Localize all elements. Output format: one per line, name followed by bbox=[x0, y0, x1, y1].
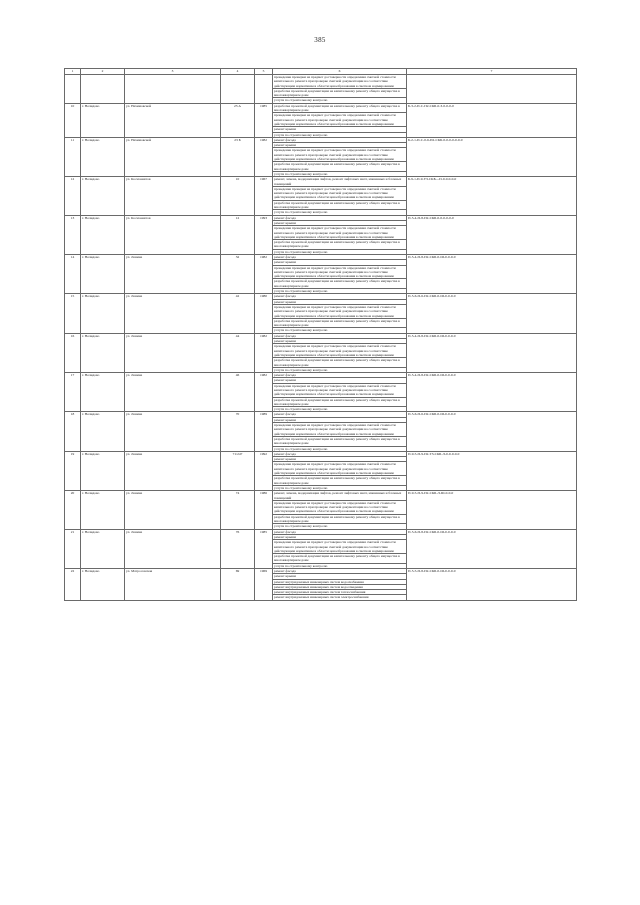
entry-house: 42 bbox=[221, 294, 255, 333]
work-item: услуги по строительному контролю bbox=[273, 171, 407, 176]
work-item: разработка проектной документации на капитальному ремонту общего имущества в многоквартирном доме bbox=[273, 436, 407, 446]
work-item: ремонт крыши bbox=[273, 534, 407, 539]
entry-year: 1982 bbox=[255, 373, 273, 412]
entry-code: Б-9-1-П-9-УЗ-СКБ---П-0-0-0-0-0 bbox=[407, 177, 577, 215]
table-row bbox=[65, 103, 577, 113]
entry-year: 1992 bbox=[255, 451, 273, 490]
work-item: услуги по строительному контролю bbox=[273, 210, 407, 215]
entry-number: 10 bbox=[65, 103, 81, 137]
entry-code: П-9-5-П-9-П2-ТЗ-СКБ-Л-0-0-0-0-0 bbox=[407, 451, 577, 490]
entry-city: г. Нелидово bbox=[81, 451, 125, 490]
entry-street: ул. Ленина bbox=[125, 333, 221, 372]
work-item: разработка проектной документации на капитальному ремонту общего имущества в многоквартирном доме bbox=[273, 554, 407, 564]
entry-code: Б-3-2-П-С-П2-СКБ-0-3-0-0-0-0 bbox=[407, 103, 577, 137]
continuation-row bbox=[65, 75, 577, 89]
entry-code: П-5-6-П-6-П2-СКБ-0-Ш-0-0-0-0 bbox=[407, 294, 577, 333]
work-item: проведение проверки на предмет достоверности определения сметной стоимости капитального ремонта при проверке сметной документации на соответствие действующим нормативам в области ценообразования в сметном нормировании bbox=[273, 113, 407, 127]
work-item: ремонт фасада bbox=[273, 451, 407, 456]
column-number: 4 bbox=[221, 69, 255, 75]
work-item: проведение проверки на предмет достоверности определения сметной стоимости капитального ремонта при проверке сметной документации на соответствие действующим нормативам в области ценообразования в сметном нормировании bbox=[273, 186, 407, 200]
work-item: разработка проектной документации на капитальному ремонту общего имущества в многоквартирном доме bbox=[273, 397, 407, 407]
entry-year: 1982 bbox=[255, 137, 273, 176]
entry-street: ул. Матросовская bbox=[125, 568, 221, 600]
entry-year: 1969 bbox=[255, 568, 273, 600]
work-item: услуги по строительному контролю bbox=[273, 563, 407, 568]
work-item: ремонт фасада bbox=[273, 294, 407, 299]
work-item: услуги по строительному контролю bbox=[273, 249, 407, 254]
work-item: разработка проектной документации на капитальному ремонту общего имущества в многоквартирном доме bbox=[273, 103, 407, 113]
entry-year: 1993 bbox=[255, 215, 273, 254]
entry-year bbox=[255, 75, 273, 104]
entry-year: 1985 bbox=[255, 529, 273, 568]
work-item: разработка проектной документации на капитальному ремонту общего имущества в многоквартирном доме bbox=[273, 88, 407, 98]
work-item: проведение проверки на предмет достоверности определения сметной стоимости капитального ремонта при проверке сметной документации на соответствие действующим нормативам в области ценообразования в сметном нормировании bbox=[273, 75, 407, 89]
work-item: проведение проверки на предмет достоверности определения сметной стоимости капитального ремонта при проверке сметной документации на соответствие действующим нормативам в области ценообразования в сметном нормировании bbox=[273, 344, 407, 358]
work-item: ремонт крыши bbox=[273, 339, 407, 344]
entry-city: г. Нелидово bbox=[81, 373, 125, 412]
entry-house: 76 bbox=[221, 529, 255, 568]
entry-street: ул. Космонавтов bbox=[125, 177, 221, 215]
entry-city: г. Нелидово bbox=[81, 294, 125, 333]
work-item: ремонт, замена, модернизация лифтов, ремонт лифтовых шахт, машинных и блочных помещений bbox=[273, 177, 407, 187]
entry-street: ул. Ленина bbox=[125, 294, 221, 333]
column-number: 3 bbox=[125, 69, 221, 75]
entry-year: 1967 bbox=[255, 177, 273, 215]
work-item: услуги по строительному контролю bbox=[273, 367, 407, 372]
entry-number: 19 bbox=[65, 451, 81, 490]
entry-number: 17 bbox=[65, 373, 81, 412]
work-item: проведение проверки на предмет достоверности определения сметной стоимости капитального ремонта при проверке сметной документации на соответствие действующим нормативам в области ценообразования в сметном нормировании bbox=[273, 383, 407, 397]
work-item: разработка проектной документации на капитальному ремонту общего имущества в многоквартирном доме bbox=[273, 358, 407, 368]
work-item: ремонт фасада bbox=[273, 568, 407, 573]
work-item: услуги по строительному контролю bbox=[273, 132, 407, 137]
page-number: 385 bbox=[314, 36, 326, 44]
work-item: ремонт фасада bbox=[273, 373, 407, 378]
entry-city: г. Нелидово bbox=[81, 137, 125, 176]
entry-house: 71/247 bbox=[221, 451, 255, 490]
work-item: ремонт крыши bbox=[273, 417, 407, 422]
work-item: ремонт крыши bbox=[273, 378, 407, 383]
work-item: ремонт фасада bbox=[273, 529, 407, 534]
work-item: проведение проверки на предмет достоверности определения сметной стоимости капитального ремонта при проверке сметной документации на соответствие действующим нормативам в области ценообразования в сметном нормировании bbox=[273, 500, 407, 514]
column-number: 7 bbox=[407, 69, 577, 75]
column-number: 5 bbox=[255, 69, 273, 75]
entry-code: П-5-6-П-6-П2-СКБ-0-Ш-0-0-0-0 bbox=[407, 412, 577, 451]
work-item: ремонт крыши bbox=[273, 299, 407, 304]
work-item: услуги по строительному контролю bbox=[273, 446, 407, 451]
entry-number: 20 bbox=[65, 491, 81, 529]
entry-number: 12 bbox=[65, 177, 81, 215]
entry-code bbox=[407, 75, 577, 104]
work-item: проведение проверки на предмет достоверности определения сметной стоимости капитального ремонта при проверке сметной документации на соответствие действующим нормативам в области ценообразования в сметном нормировании bbox=[273, 462, 407, 476]
entry-code: П-5-4-П-8-П2-СКБ-0-Ш-0-0-0-0 bbox=[407, 373, 577, 412]
entry-house: 70 bbox=[221, 412, 255, 451]
entry-house: 23 Б bbox=[221, 137, 255, 176]
work-item: ремонт, замена, модернизация лифтов, ремонт лифтовых шахт, машинных и блочных помещений bbox=[273, 491, 407, 501]
work-item: разработка проектной документации на капитальному ремонту общего имущества в многоквартирном доме bbox=[273, 514, 407, 524]
entry-house: 44 bbox=[221, 333, 255, 372]
table-row bbox=[65, 177, 577, 187]
work-item: ремонт внутридомовых инженерных систем электроснабжения bbox=[273, 595, 407, 600]
entry-street: ул. Нахимовской bbox=[125, 103, 221, 137]
entry-code: П-5-4-П-8-П2-СКБ-0-0-0-0-0-0 bbox=[407, 215, 577, 254]
entry-city: г. Нелидово bbox=[81, 412, 125, 451]
column-number: 6 bbox=[273, 69, 407, 75]
work-item: ремонт фасада bbox=[273, 215, 407, 220]
entry-city: г. Нелидово bbox=[81, 103, 125, 137]
work-item: услуги по строительному контролю bbox=[273, 407, 407, 412]
entry-city: г. Нелидово bbox=[81, 529, 125, 568]
entry-number: 16 bbox=[65, 333, 81, 372]
entry-number: 18 bbox=[65, 412, 81, 451]
work-item: ремонт фасада bbox=[273, 333, 407, 338]
work-item: услуги по строительному контролю bbox=[273, 98, 407, 103]
entry-city bbox=[81, 75, 125, 104]
work-item: ремонт крыши bbox=[273, 457, 407, 462]
entry-year: 1980 bbox=[255, 294, 273, 333]
entry-street: ул. Ленина bbox=[125, 373, 221, 412]
entry-house: 12 bbox=[221, 215, 255, 254]
entry-number: 11 bbox=[65, 137, 81, 176]
entry-number: 22 bbox=[65, 568, 81, 600]
entry-city: г. Нелидово bbox=[81, 568, 125, 600]
entry-number: 21 bbox=[65, 529, 81, 568]
entry-year: 1986 bbox=[255, 491, 273, 529]
work-item: услуги по строительному контролю bbox=[273, 524, 407, 529]
entry-street: ул. Ленина bbox=[125, 491, 221, 529]
entry-street: ул. Ленина bbox=[125, 254, 221, 293]
entry-street: ул. Ленина bbox=[125, 412, 221, 451]
entry-house: 10 bbox=[221, 177, 255, 215]
entry-house: 69 bbox=[221, 568, 255, 600]
column-number: 2 bbox=[81, 69, 125, 75]
work-item: разработка проектной документации на капитальному ремонту общего имущества в многоквартирном доме bbox=[273, 162, 407, 172]
entry-code: П-5-4-П-8-П2-СКБ-0-Ш-0-0-0-0 bbox=[407, 254, 577, 293]
capital-repair-table bbox=[64, 68, 577, 601]
work-item: ремонт фасада bbox=[273, 254, 407, 259]
entry-house: 23 А bbox=[221, 103, 255, 137]
entry-number bbox=[65, 75, 81, 104]
entry-city: г. Нелидово bbox=[81, 254, 125, 293]
work-item: проведение проверки на предмет достоверности определения сметной стоимости капитального ремонта при проверке сметной документации на соответствие действующим нормативам в области ценообразования в сметном нормировании bbox=[273, 226, 407, 240]
work-item: услуги по строительному контролю bbox=[273, 328, 407, 333]
work-item: разработка проектной документации на капитальному ремонту общего имущества в многоквартирном доме bbox=[273, 200, 407, 210]
work-item: ремонт внутридомовых инженерных систем водоотведения bbox=[273, 584, 407, 589]
entry-street: ул. Нахимовской bbox=[125, 137, 221, 176]
entry-year: 1985 bbox=[255, 103, 273, 137]
work-item: ремонт крыши bbox=[273, 220, 407, 225]
entry-code: Б-2-1-П-С-0-6-П2-СКБ-0-0-0-0-0-0-0 bbox=[407, 137, 577, 176]
work-item: ремонт фасада bbox=[273, 137, 407, 142]
work-item: ремонт внутридомовых инженерных систем водоснабжения bbox=[273, 579, 407, 584]
work-item: разработка проектной документации на капитальному ремонту общего имущества в многоквартирном доме bbox=[273, 476, 407, 486]
work-item: разработка проектной документации на капитальному ремонту общего имущества в многоквартирном доме bbox=[273, 318, 407, 328]
work-item: услуги по строительному контролю bbox=[273, 289, 407, 294]
entry-code: П-5-6-П-8-П2-СКБ-0-Ш-0-0-0-0 bbox=[407, 529, 577, 568]
entry-house: 46 bbox=[221, 373, 255, 412]
entry-city: г. Нелидово bbox=[81, 491, 125, 529]
entry-year: 1989 bbox=[255, 412, 273, 451]
entry-house bbox=[221, 75, 255, 104]
entry-year: 1982 bbox=[255, 333, 273, 372]
work-item: услуги по строительному контролю bbox=[273, 485, 407, 490]
entry-street: ул. Ленина bbox=[125, 451, 221, 490]
entry-number: 15 bbox=[65, 294, 81, 333]
entry-street bbox=[125, 75, 221, 104]
entry-street: ул. Космонавтов bbox=[125, 215, 221, 254]
entry-house: 74 bbox=[221, 491, 255, 529]
work-item: проведение проверки на предмет достоверности определения сметной стоимости капитального ремонта при проверке сметной документации на соответствие действующим нормативам в области ценообразования в сметном нормировании bbox=[273, 540, 407, 554]
entry-code: П-9-5-П-9-П2-СКБ-Л-Ш-0-0-0 bbox=[407, 491, 577, 529]
work-item: проведение проверки на предмет достоверности определения сметной стоимости капитального ремонта при проверке сметной документации на соответствие действующим нормативам в области ценообразования в сметном нормировании bbox=[273, 265, 407, 279]
entry-number: 13 bbox=[65, 215, 81, 254]
entry-city: г. Нелидово bbox=[81, 177, 125, 215]
work-item: ремонт крыши bbox=[273, 574, 407, 579]
work-item: ремонт крыши bbox=[273, 143, 407, 148]
work-item: разработка проектной документации на капитальному ремонту общего имущества в многоквартирном доме bbox=[273, 240, 407, 250]
entry-code: П-5-4-П-8-П2-СКБ-0-Ш-0-0-0-0 bbox=[407, 333, 577, 372]
entry-city: г. Нелидово bbox=[81, 333, 125, 372]
work-item: разработка проектной документации на капитальному ремонту общего имущества в многоквартирном доме bbox=[273, 279, 407, 289]
work-item: ремонт внутридомовых инженерных систем теплоснабжения bbox=[273, 590, 407, 595]
work-item: проведение проверки на предмет достоверности определения сметной стоимости капитального ремонта при проверке сметной документации на соответствие действующим нормативам в области ценообразования в сметном нормировании bbox=[273, 148, 407, 162]
work-item: ремонт крыши bbox=[273, 260, 407, 265]
work-item: ремонт крыши bbox=[273, 127, 407, 132]
work-item: проведение проверки на предмет достоверности определения сметной стоимости капитального ремонта при проверке сметной документации на соответствие действующим нормативам в области ценообразования в сметном нормировании bbox=[273, 304, 407, 318]
work-item: ремонт фасада bbox=[273, 412, 407, 417]
column-number: 1 bbox=[65, 69, 81, 75]
entry-city: г. Нелидово bbox=[81, 215, 125, 254]
entry-code: П-5-5-П-8-П2-СКБ-0-Ш-0-0-0-0 bbox=[407, 568, 577, 600]
table-row bbox=[65, 491, 577, 501]
entry-house: 32 bbox=[221, 254, 255, 293]
entry-year: 1982 bbox=[255, 254, 273, 293]
entry-number: 14 bbox=[65, 254, 81, 293]
entry-street: ул. Ленина bbox=[125, 529, 221, 568]
work-item: проведение проверки на предмет достоверности определения сметной стоимости капитального ремонта при проверке сметной документации на соответствие действующим нормативам в области ценообразования в сметном нормировании bbox=[273, 423, 407, 437]
